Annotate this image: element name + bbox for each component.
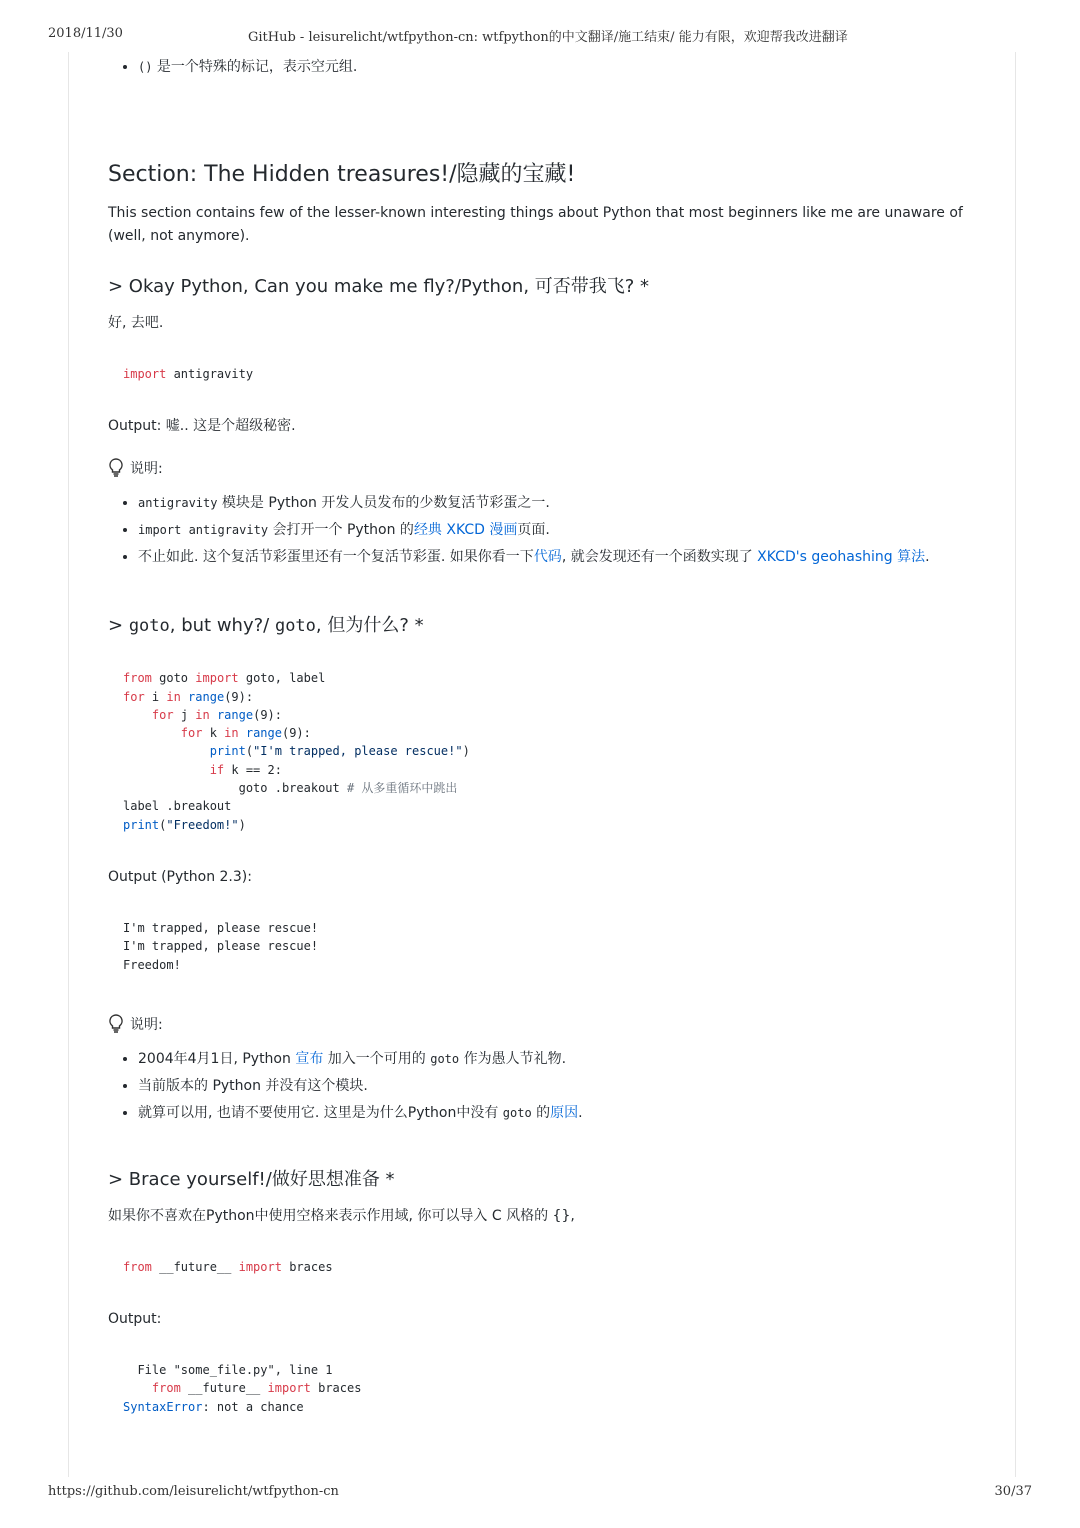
list-item-text: 会打开一个 Python 的 <box>268 522 414 539</box>
heading-part: > <box>108 615 129 637</box>
list-item <box>138 519 968 542</box>
list-item-text: , 就会发现还有一个函数实现了 <box>561 549 758 566</box>
output-block-braces: File "some_file.py", line 1 from __future__ import braces SyntaxError: not a chance <box>123 1363 362 1414</box>
section-intro: This section contains few of the lesser-known interesting things about Python that most beginners like me are unaware of (well, not anymore). <box>108 205 963 244</box>
inline-code: import antigravity <box>138 523 269 538</box>
inline-code: goto <box>502 1105 532 1120</box>
list-item <box>138 1102 968 1125</box>
inline-code: () <box>138 60 153 74</box>
explanation-label <box>108 458 968 478</box>
print-date: 2018/11/30 <box>48 26 123 41</box>
list-item <box>138 1075 968 1098</box>
list-item-text: . <box>925 549 930 566</box>
explanation-label <box>108 1014 968 1034</box>
article-content <box>108 56 968 1416</box>
output-block-goto: I'm trapped, please rescue! I'm trapped, please rescue! Freedom! <box>123 920 319 972</box>
brace-output-label: Output: <box>108 1311 162 1328</box>
list-item <box>138 56 968 79</box>
list-item-text: 加入一个可用的 <box>323 1050 431 1067</box>
goto-explanation-list <box>108 1048 968 1125</box>
lightbulb-icon <box>108 1014 124 1034</box>
list-item-text: 就算可以用, 也请不要使用它. 这里是为什么Python中没有 <box>138 1104 503 1121</box>
heading-part: , 但为什么? * <box>315 615 424 637</box>
list-item-text: . <box>578 1104 583 1121</box>
page-number: 30/37 <box>994 1484 1032 1499</box>
source-code-link[interactable]: 代码 <box>533 549 562 566</box>
xkcd-comic-link[interactable]: 经典 XKCD 漫画 <box>413 522 518 539</box>
announcement-link[interactable]: 宣布 <box>295 1050 324 1067</box>
code-block-goto: from goto import goto, label for i in range(9): for j in range(9): for k in range(9): print("I'm trapped, please rescue!") if k == 2: goto .breakout # 从多重循环中跳出 label .breakout print("Freedom!") <box>123 671 470 832</box>
code-keyword: import <box>123 367 167 381</box>
list-item-text: 的 <box>531 1104 551 1121</box>
page-url: https://github.com/leisurelicht/wtfpython-cn <box>48 1484 339 1499</box>
list-item-text: 是一个特殊的标记，表示空元组. <box>152 59 358 75</box>
inline-code: goto <box>430 1051 460 1066</box>
fly-output: Output: 嘘.. 这是个超级秘密. <box>108 418 296 435</box>
subsection-heading-goto <box>108 611 968 637</box>
page-title: GitHub - leisurelicht/wtfpython-cn: wtfpython的中文翻译/施工结束/ 能力有限，欢迎帮我改进翻译 <box>248 30 848 45</box>
list-item-text: 2004年4月1日, Python <box>138 1050 296 1067</box>
geohashing-link[interactable]: XKCD's geohashing 算法 <box>757 549 926 566</box>
explanation-text: 说明: <box>130 461 163 478</box>
code-block-antigravity <box>108 365 968 383</box>
fly-explanation-list <box>108 492 968 569</box>
subsection-heading-fly: > Okay Python, Can you make me fly?/Python, 可否带我飞? * <box>108 276 650 297</box>
list-item <box>138 492 968 515</box>
list-item-text: 模块是 Python 开发人员发布的少数复活节彩蛋之一. <box>217 495 550 512</box>
brace-intro: 如果你不喜欢在Python中使用空格来表示作用域, 你可以导入 C 风格的 {}, <box>108 1207 575 1224</box>
goto-output-label: Output (Python 2.3): <box>108 868 252 885</box>
subsection-heading-brace: > Brace yourself!/做好思想准备 * <box>108 1168 395 1190</box>
list-item-text: 不止如此. 这个复活节彩蛋里还有一个复活节彩蛋. 如果你看一下 <box>138 549 534 566</box>
list-item <box>138 546 968 569</box>
inline-code: goto <box>128 616 170 637</box>
inline-code: goto <box>274 616 316 637</box>
list-item-text: 作为愚人节礼物. <box>459 1050 567 1067</box>
reason-link[interactable]: 原因 <box>550 1104 579 1121</box>
top-bullet-list <box>108 56 968 79</box>
code-block-braces: from __future__ import braces <box>123 1259 333 1274</box>
code-text: antigravity <box>166 367 254 381</box>
inline-code: antigravity <box>138 496 218 511</box>
list-item-text: 当前版本的 Python 并没有这个模块. <box>138 1077 368 1094</box>
explanation-text: 说明: <box>130 1016 163 1033</box>
heading-part: , but why?/ <box>169 615 275 637</box>
list-item <box>138 1048 968 1071</box>
section-heading: Section: The Hidden treasures!/隐藏的宝藏! <box>108 162 576 187</box>
fly-intro: 好, 去吧. <box>108 315 164 331</box>
list-item-text: 页面. <box>517 522 550 539</box>
lightbulb-icon <box>108 458 124 478</box>
